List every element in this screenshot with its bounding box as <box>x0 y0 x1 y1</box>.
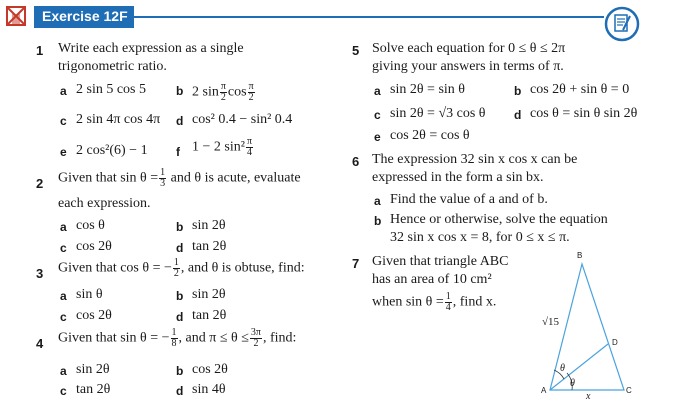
part-text: 1 − 2 sin² $\frac{\pi}{4}$ <box>192 136 252 158</box>
vertex-label-a: A <box>541 386 547 395</box>
part-label: c <box>60 241 67 255</box>
part-label: f <box>176 145 180 159</box>
part-text: 32 sin x cos x = 8, for 0 ≤ x ≤ π. <box>390 230 570 245</box>
question-number: 5 <box>352 43 360 58</box>
question-text: Given that triangle ABC <box>372 254 509 269</box>
part-label: e <box>60 145 67 159</box>
part-text: cos 2θ <box>76 308 112 323</box>
part-label: d <box>176 241 184 255</box>
question-text: giving your answers in terms of π. <box>372 59 564 74</box>
part-text: sin θ <box>76 287 103 302</box>
question-text: Given that sin θ = $\frac{1}{3}$ and θ is acute, evaluate <box>58 167 301 189</box>
header-rule <box>134 16 604 18</box>
angle-label: θ <box>570 378 575 389</box>
part-label: d <box>176 114 184 128</box>
part-label: a <box>374 84 381 98</box>
part-text: cos² 0.4 − sin² 0.4 <box>192 112 293 127</box>
segment-ad <box>550 344 608 390</box>
part-label: d <box>514 108 522 122</box>
question-text: has an area of 10 cm² <box>372 272 492 287</box>
part-text: 2 sin $\frac{\pi}{2}$ cos $\frac{\pi}{2}$ <box>192 81 254 103</box>
part-text: sin 2θ <box>192 218 226 233</box>
part-label: a <box>60 84 67 98</box>
question-number: 3 <box>36 266 44 281</box>
side-label-x: x <box>586 391 591 402</box>
part-label: e <box>374 130 381 144</box>
triangle-diagram <box>530 250 640 404</box>
part-text: sin 2θ = √3 cos θ <box>390 106 486 121</box>
part-text: cos 2θ + sin θ = 0 <box>530 82 630 97</box>
question-text: Write each expression as a single <box>58 41 244 56</box>
part-label: b <box>176 220 184 234</box>
header-bar <box>0 6 693 28</box>
question-number: 7 <box>352 256 360 271</box>
question-text: Given that cos θ = − $\frac{1}{2}$ , and θ is obtuse, find: <box>58 257 305 279</box>
part-label: c <box>60 384 67 398</box>
question-number: 1 <box>36 43 44 58</box>
part-text: sin 2θ <box>76 362 110 377</box>
angle-label: θ <box>560 363 565 374</box>
part-label: c <box>60 114 67 128</box>
part-label: b <box>374 214 382 228</box>
part-label: d <box>176 384 184 398</box>
part-text: sin 2θ = sin θ <box>390 82 465 97</box>
question-number: 4 <box>36 336 44 351</box>
question-text: trigonometric ratio. <box>58 59 167 74</box>
vertex-label-c: C <box>626 386 632 395</box>
part-text: tan 2θ <box>76 382 111 397</box>
part-text: sin 4θ <box>192 382 226 397</box>
part-label: d <box>176 310 184 324</box>
part-text: cos θ <box>76 218 105 233</box>
part-label: a <box>60 364 67 378</box>
part-label: a <box>60 220 67 234</box>
part-text: Hence or otherwise, solve the equation <box>390 212 608 227</box>
question-number: 6 <box>352 154 360 169</box>
part-text: Find the value of a and of b. <box>390 192 548 207</box>
part-text: cos θ = sin θ sin 2θ <box>530 106 638 121</box>
header-title: Exercise 12F <box>42 8 128 24</box>
notepad-icon <box>604 6 640 42</box>
part-label: c <box>60 310 67 324</box>
corner-mark-icon <box>6 6 26 26</box>
part-label: b <box>176 289 184 303</box>
part-text: cos 2θ = cos θ <box>390 128 470 143</box>
question-text: Given that sin θ = − $\frac{1}{8}$ , and π ≤ θ ≤ $\frac{3\pi}{2}$ , find: <box>58 327 297 349</box>
part-label: b <box>176 364 184 378</box>
part-label: c <box>374 108 381 122</box>
part-text: cos 2θ <box>76 239 112 254</box>
part-text: tan 2θ <box>192 239 227 254</box>
question-text: The expression 32 sin x cos x can be <box>372 152 578 167</box>
part-text: 2 sin 5 cos 5 <box>76 82 146 97</box>
question-text: Solve each equation for 0 ≤ θ ≤ 2π <box>372 41 566 56</box>
part-text: cos 2θ <box>192 362 228 377</box>
vertex-label-d: D <box>612 338 618 347</box>
side-label: √15 <box>542 316 560 328</box>
question-text: when sin θ = $\frac{1}{4}$ , find x. <box>372 291 497 313</box>
part-text: tan 2θ <box>192 308 227 323</box>
part-label: b <box>514 84 522 98</box>
question-text: each expression. <box>58 196 151 211</box>
part-label: b <box>176 84 184 98</box>
part-label: a <box>60 289 67 303</box>
part-label: a <box>374 194 381 208</box>
question-text: expressed in the form a sin bx. <box>372 170 544 185</box>
part-text: sin 2θ <box>192 287 226 302</box>
part-text: 2 sin 4π cos 4π <box>76 112 161 127</box>
question-number: 2 <box>36 176 44 191</box>
part-text: 2 cos²(6) − 1 <box>76 143 148 158</box>
vertex-label-b: B <box>577 251 583 260</box>
